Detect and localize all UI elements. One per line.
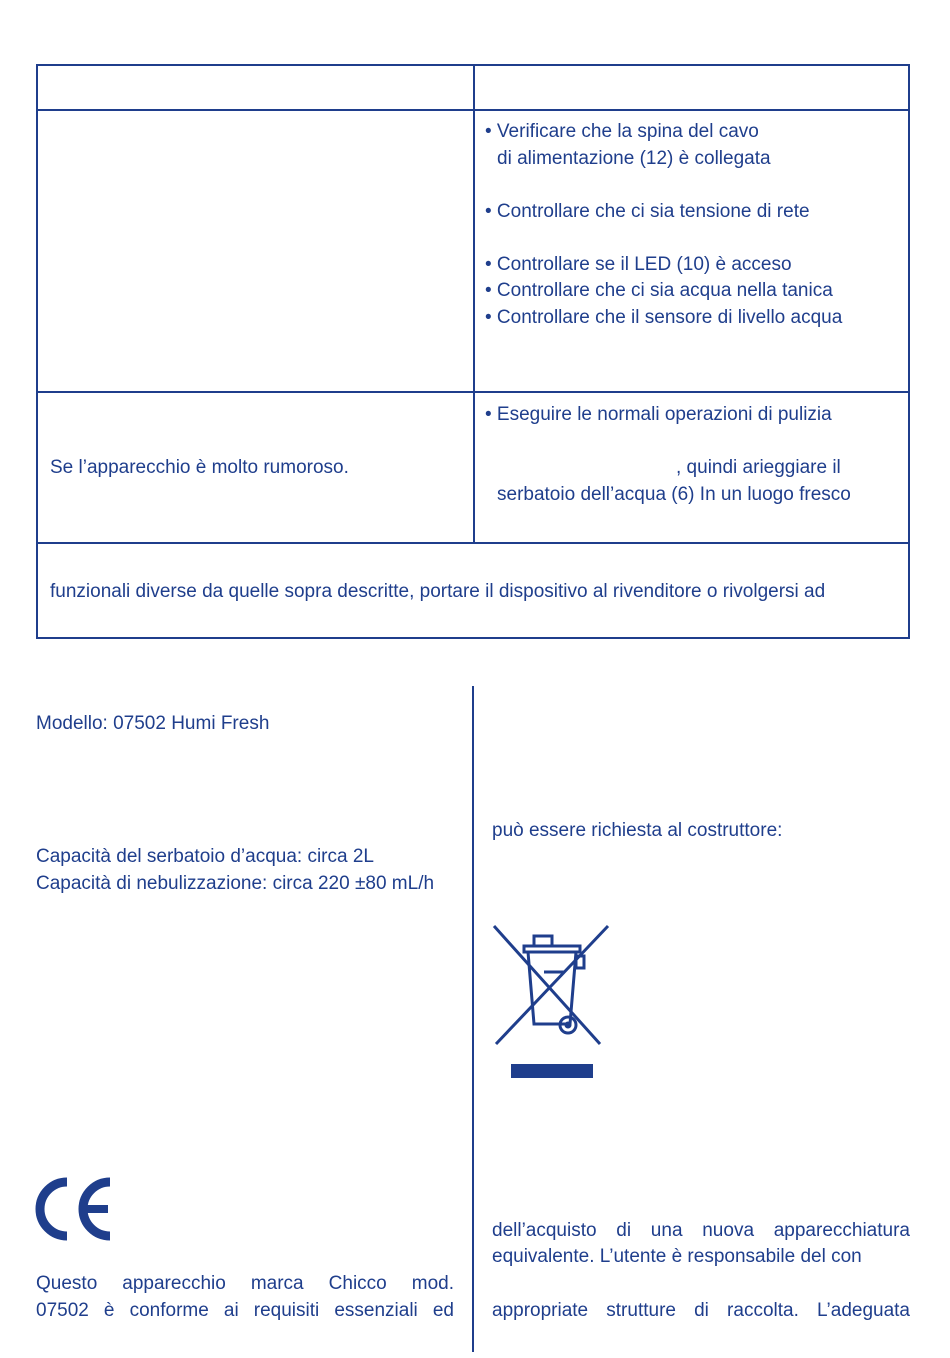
solution-text: • Verificare che la spina del cavo bbox=[485, 121, 759, 142]
purchase-text: equivalente. L’utente è responsabile del con bbox=[492, 1246, 862, 1267]
manufacturer-request-text: può essere richiesta al costruttore: bbox=[492, 820, 783, 841]
tank-capacity-text: Capacità del serbatoio d’acqua: circa 2L bbox=[36, 846, 374, 867]
solution-text: • Controllare che ci sia tensione di rete bbox=[485, 201, 810, 222]
purchase-text: dell’acquisto di una nuova apparecchiatura bbox=[492, 1220, 910, 1241]
collection-text: appropriate strutture di raccolta. L’adeguata bbox=[492, 1300, 910, 1321]
model-text: Modello: 07502 Humi Fresh bbox=[36, 713, 270, 734]
solution-text: • Eseguire le normali operazioni di pulizia bbox=[485, 404, 832, 425]
solution-text: di alimentazione (12) è collegata bbox=[497, 148, 771, 169]
solution-text: • Controllare che ci sia acqua nella tanica bbox=[485, 280, 833, 301]
nebulization-text: Capacità di nebulizzazione: circa 220 ±80 mL/h bbox=[36, 873, 435, 894]
solution-text: , quindi arieggiare il bbox=[676, 457, 841, 478]
ce-mark-icon bbox=[34, 1176, 118, 1242]
solution-text: • Controllare che il sensore di livello acqua bbox=[485, 307, 843, 328]
conformity-text: 07502 è conforme ai requisiti essenziali ed bbox=[36, 1300, 454, 1321]
column-divider bbox=[472, 686, 474, 1352]
problem-text: Se l’apparecchio è molto rumoroso. bbox=[50, 457, 349, 478]
table-column-divider bbox=[473, 66, 475, 543]
weee-crossed-bin-icon bbox=[490, 924, 614, 1084]
solution-text: • Controllare se il LED (10) è acceso bbox=[485, 254, 792, 275]
conformity-text: Questo apparecchio marca Chicco mod. bbox=[36, 1273, 454, 1294]
solution-text: serbatoio dell’acqua (6) In un luogo fresco bbox=[497, 484, 851, 505]
footer-note: funzionali diverse da quelle sopra descritte, portare il dispositivo al rivenditore o rivolgersi ad bbox=[50, 581, 826, 602]
troubleshooting-table bbox=[36, 64, 910, 639]
